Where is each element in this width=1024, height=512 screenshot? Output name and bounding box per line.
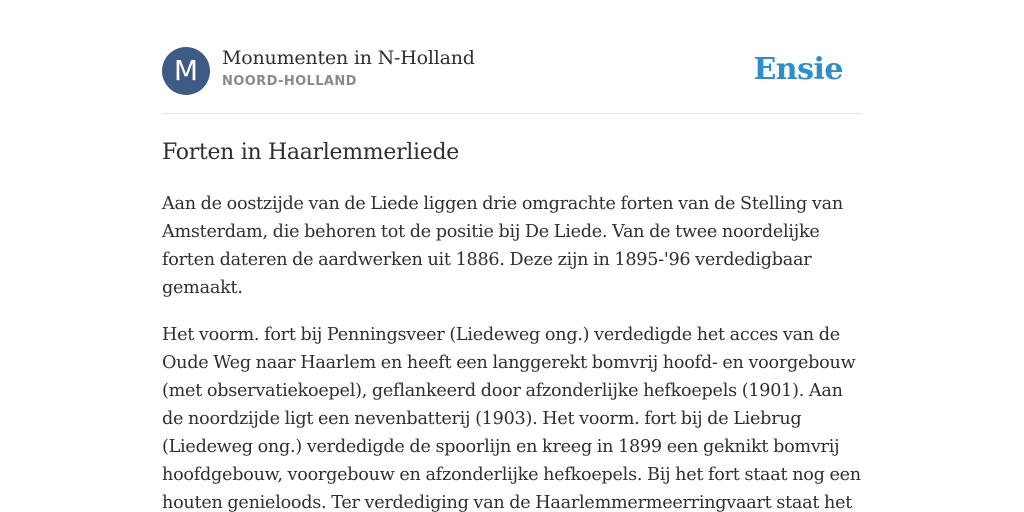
article-paragraph: Het voorm. fort bij Penningsveer (Liedeweg ong.) verdedigde het acces van de Oude Weg naar Haarlem en heeft een langgerekt bomvrij hoofd- en voorgebouw (met observatiekoepel), geflankeerd door afzonderlijke hefkoepels (1901). Aan de noordzijde ligt een nevenbatterij (1903). Het voorm. fort bij de Liebrug (Liedeweg ong.) verdedigde de spoorlijn en kreeg in 1899 een geknikt bomvrij hoofdgebouw, voorgebouw en afzonderlijke hefkoepels. Bij het fort staat nog een houten genieloods. Ter verdediging van de Haarlemmermeerringvaart staat het bbox=[162, 325, 861, 512]
article-paragraph: Aan de oostzijde van de Liede liggen drie omgrachte forten van de Stelling van Amsterdam, die behoren tot de positie bij De Liede. Van de twee noordelijke forten dateren de aardwerken uit 1886. Deze zijn in 1895-'96 verdedigbaar gemaakt. bbox=[162, 194, 843, 298]
article-title: Forten in Haarlemmerliede bbox=[162, 140, 459, 165]
divider bbox=[162, 113, 862, 114]
header bbox=[162, 46, 862, 96]
avatar[interactable]: M bbox=[162, 47, 210, 95]
article-body bbox=[162, 190, 867, 512]
channel-subtitle[interactable]: NOORD-HOLLAND bbox=[222, 74, 357, 89]
channel-title[interactable]: Monumenten in N-Holland bbox=[222, 47, 475, 69]
brand-logo[interactable]: Ensie bbox=[753, 52, 843, 87]
